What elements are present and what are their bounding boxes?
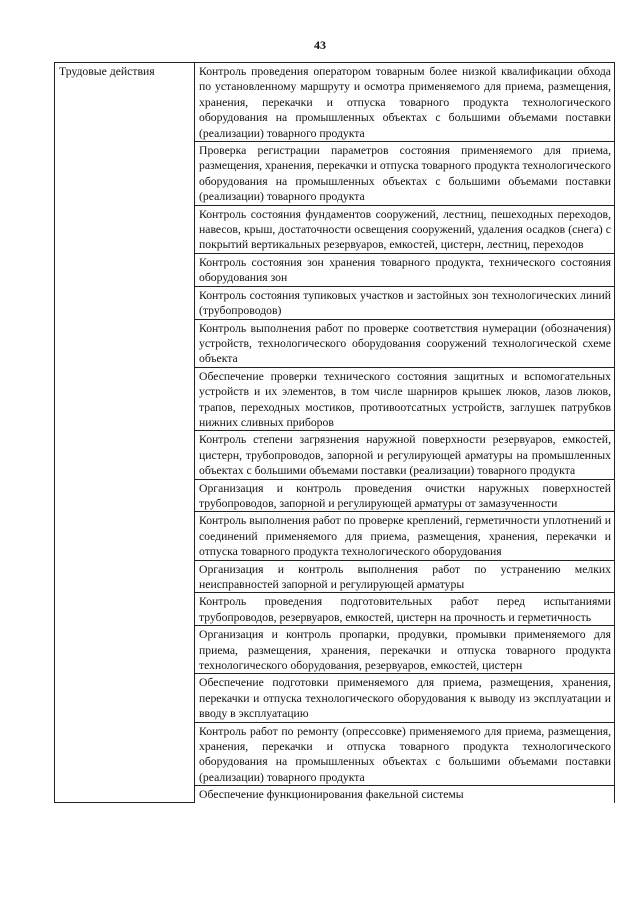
table-cell: Контроль проведения подготовительных работ перед испытаниями трубопроводов, резервуаров, емкостей, цистерн на прочность и герметичность	[195, 593, 615, 626]
table-row	[55, 63, 615, 142]
table-cell: Контроль степени загрязнения наружной поверхности резервуаров, емкостей, цистерн, трубопроводов, запорной и регулирующей арматуры на промышленных объектах с большими объемами поставки (реализации) товарного продукта	[195, 431, 615, 479]
table-cell: Обеспечение проверки технического состояния защитных и вспомогательных устройств и их элементов, в том числе шарниров крышек люков, лазов люков, трапов, переходных мостиков, противоотсатных устройств, заглушек патрубков нижних сливных приборов	[195, 367, 615, 431]
table-cell: Проверка регистрации параметров состояния применяемого для приема, размещения, хранения, перекачки и отпуска товарного продукта технологического оборудования на промышленных объектах с большими объемами поставки (реализации) товарного продукта	[195, 142, 615, 206]
page-number: 43	[314, 38, 326, 52]
table-cell: Обеспечение подготовки применяемого для приема, размещения, хранения, перекачки и отпуска технологического оборудования к выводу из эксплуатации и вводу в эксплуатацию	[195, 674, 615, 722]
section-label: Трудовые действия	[55, 63, 195, 803]
table-cell: Организация и контроль пропарки, продувки, промывки применяемого для приема, размещения, хранения, перекачки и отпуска товарного продукта технологического оборудования, резервуаров, емкостей, цистерн	[195, 626, 615, 674]
table-cell: Контроль состояния фундаментов сооружений, лестниц, пешеходных переходов, навесов, крыш, достаточности освещения сооружений, удаления осадков (снега) с покрытий вертикальных резервуаров, емкостей, цистерн, лестниц, переходов	[195, 205, 615, 253]
table-cell: Контроль состояния тупиковых участков и застойных зон технологических линий (трубопроводов)	[195, 286, 615, 319]
labor-actions-table	[54, 62, 615, 803]
table-cell: Контроль проведения оператором товарным более низкой квалификации обхода по установленному маршруту и осмотра применяемого для приема, размещения, хранения, перекачки и отпуска товарного продукта технологического оборудования на промышленных объектах с большими объемами поставки (реализации) товарного продукта	[195, 63, 615, 142]
table-cell: Контроль состояния зон хранения товарного продукта, технического состояния оборудования зон	[195, 253, 615, 286]
table-cell: Обеспечение функционирования факельной системы	[195, 786, 615, 803]
table-cell: Контроль выполнения работ по проверке креплений, герметичности уплотнений и соединений применяемого для приема, размещения, хранения, перекачки и отпуска товарного продукта технологического оборудования	[195, 512, 615, 560]
table-cell: Организация и контроль выполнения работ по устранению мелких неисправностей запорной и регулирующей арматуры	[195, 560, 615, 593]
table-cell: Контроль работ по ремонту (опрессовке) применяемого для приема, размещения, хранения, перекачки и отпуска товарного продукта технологического оборудования на промышленных объектах с большими объемами поставки (реализации) товарного продукта	[195, 722, 615, 786]
table-cell: Контроль выполнения работ по проверке соответствия нумерации (обозначения) устройств, технологического оборудования сооружений технологической схеме объекта	[195, 319, 615, 367]
table-cell: Организация и контроль проведения очистки наружных поверхностей трубопроводов, запорной и регулирующей арматуры от замазученности	[195, 479, 615, 512]
